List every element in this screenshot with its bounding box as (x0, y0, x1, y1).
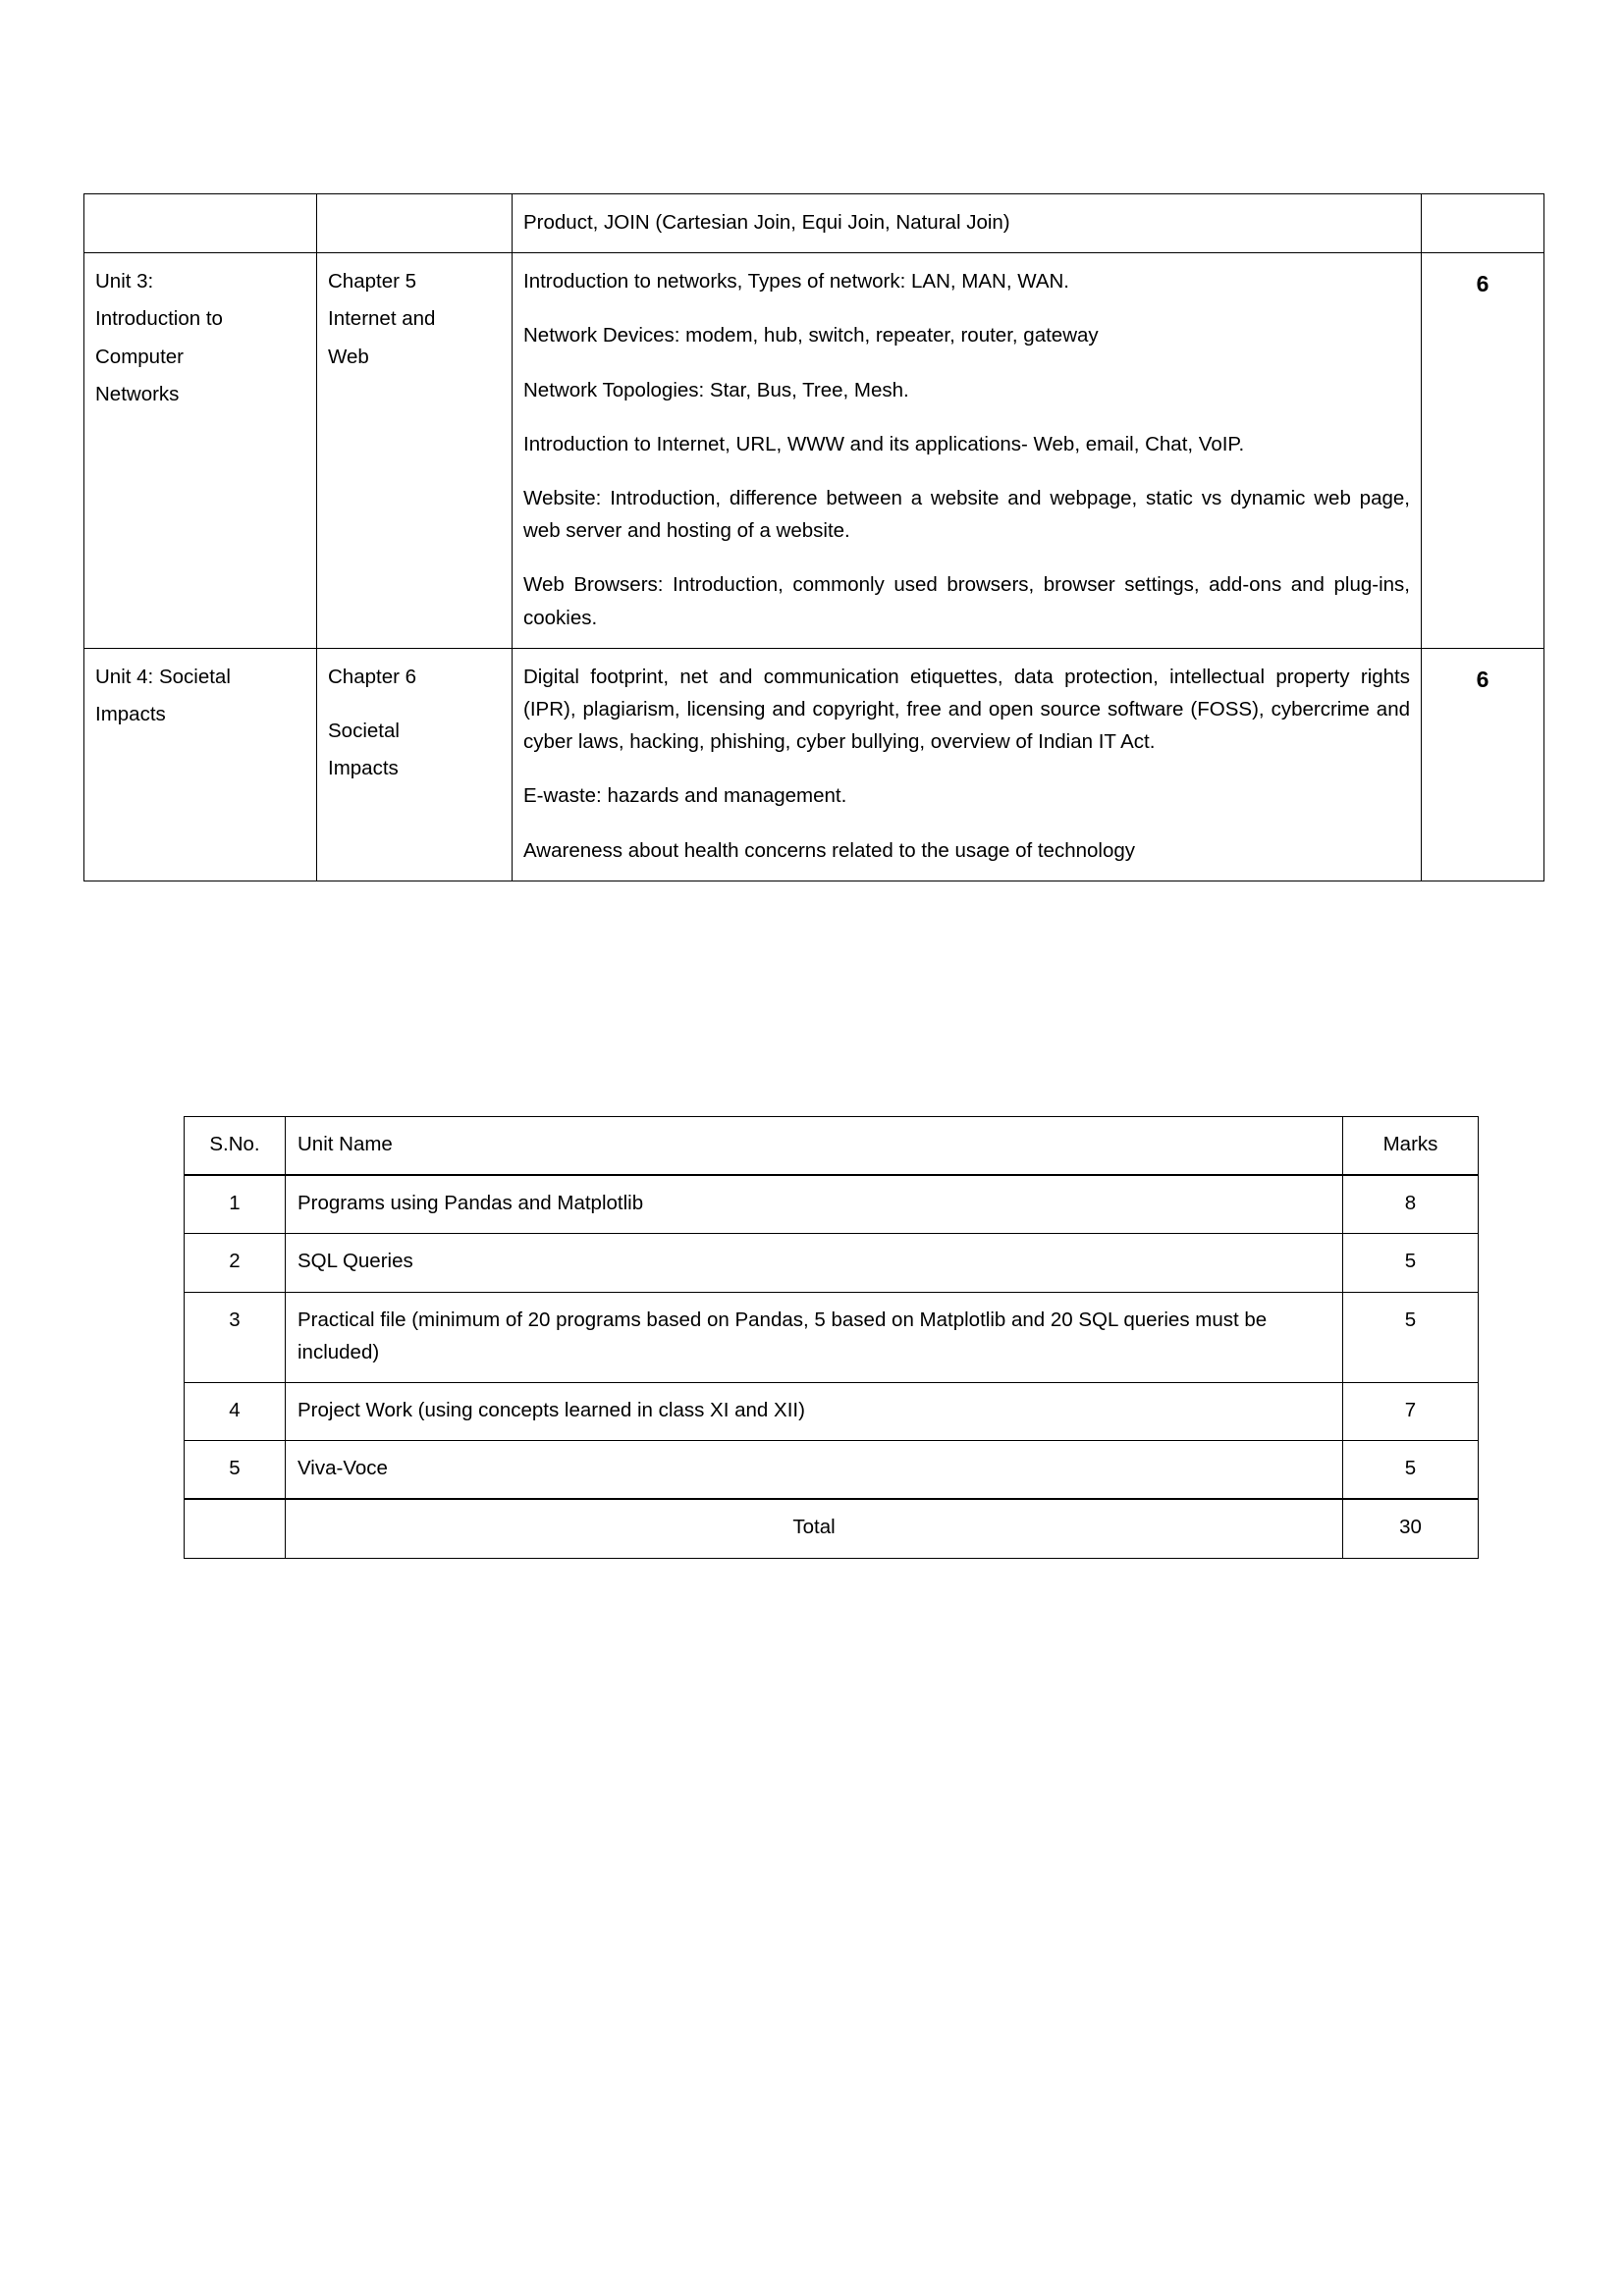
table-row (185, 1234, 1479, 1292)
unit-label-line: Impacts (95, 703, 166, 726)
topics-cell-unit4 (513, 648, 1422, 881)
chapter-cell-chapter5 (317, 253, 513, 649)
cell-marks: 5 (1343, 1234, 1479, 1292)
unit-cell-unit4 (84, 648, 317, 881)
topic-text: Web Browsers: Introduction, commonly used browsers, browser settings, add-ons and plug-ins, cookies. (523, 573, 1410, 629)
chapter-label-line: Impacts (328, 757, 399, 780)
table-row (185, 1292, 1479, 1382)
cell-marks: 7 (1343, 1383, 1479, 1441)
unit-label-line: Computer (95, 345, 185, 368)
topic-text: Awareness about health concerns related to the usage of technology (523, 838, 1136, 862)
marks-cell-unit4: 6 (1422, 648, 1544, 881)
column-header-unit-name: Unit Name (286, 1117, 1343, 1176)
table-row (84, 253, 1544, 649)
unit-label-line: Networks (95, 382, 180, 405)
topic-text: Introduction to Internet, URL, WWW and its applications- Web, email, Chat, VoIP. (523, 432, 1245, 455)
topic-text: Website: Introduction, difference between a website and webpage, static vs dynamic web page, web server and hosting of a website. (523, 487, 1410, 543)
cell-sno: 5 (185, 1441, 286, 1500)
chapter-label-line: Chapter 5 (328, 270, 417, 294)
chapter-label-line: Internet and (328, 307, 436, 331)
cell-sno: 3 (185, 1292, 286, 1382)
table-row (185, 1441, 1479, 1500)
table-row (185, 1175, 1479, 1234)
syllabus-units-table (83, 193, 1544, 881)
cell-marks: 8 (1343, 1175, 1479, 1234)
cell-sno-empty (185, 1499, 286, 1558)
total-label: Total (286, 1499, 1343, 1558)
cell-unit-name: Project Work (using concepts learned in class XI and XII) (286, 1383, 1343, 1441)
cell-marks: 5 (1343, 1292, 1479, 1382)
topics-cell-unit3 (513, 253, 1422, 649)
table-row (84, 648, 1544, 881)
unit-label-line: Unit 3: (95, 270, 154, 294)
cell-marks: 5 (1343, 1441, 1479, 1500)
chapter-label-line: Societal (328, 720, 400, 743)
topic-text: Digital footprint, net and communication etiquettes, data protection, intellectual property rights (IPR), plagiarism, licensing and copyright, free and open source software (FOSS), cybercrime and cyber laws, hacking, phishing, cyber bullying, overview of Indian IT Act. (523, 665, 1410, 754)
topic-text: Network Topologies: Star, Bus, Tree, Mesh. (523, 378, 909, 401)
practical-marks-table (184, 1116, 1479, 1559)
chapter-cell (317, 194, 513, 253)
cell-sno: 2 (185, 1234, 286, 1292)
topic-text: E-waste: hazards and management. (523, 784, 847, 808)
chapter-label-line: Chapter 6 (328, 665, 417, 688)
topic-text: Product, JOIN (Cartesian Join, Equi Join, Natural Join) (523, 211, 1010, 234)
chapter-cell-chapter6 (317, 648, 513, 881)
topic-text: Network Devices: modem, hub, switch, repeater, router, gateway (523, 324, 1099, 347)
topics-cell (513, 194, 1422, 253)
table-total-row (185, 1499, 1479, 1558)
chapter-label-line: Web (328, 345, 369, 368)
unit-label-line: Introduction to (95, 307, 223, 331)
unit-cell-unit3 (84, 253, 317, 649)
table-row (84, 194, 1544, 253)
column-header-marks: Marks (1343, 1117, 1479, 1176)
cell-sno: 1 (185, 1175, 286, 1234)
cell-unit-name: Practical file (minimum of 20 programs based on Pandas, 5 based on Matplotlib and 20 SQL queries must be included) (286, 1292, 1343, 1382)
unit-cell (84, 194, 317, 253)
marks-cell-unit3: 6 (1422, 253, 1544, 649)
cell-sno: 4 (185, 1383, 286, 1441)
unit-label-line: Unit 4: Societal (95, 665, 231, 688)
table-header-row (185, 1117, 1479, 1176)
marks-cell (1422, 194, 1544, 253)
cell-unit-name: Viva-Voce (286, 1441, 1343, 1500)
column-header-sno: S.No. (185, 1117, 286, 1176)
spacer (95, 206, 305, 232)
cell-unit-name: SQL Queries (286, 1234, 1343, 1292)
topic-text: Introduction to networks, Types of network: LAN, MAN, WAN. (523, 270, 1069, 294)
table-row (185, 1383, 1479, 1441)
total-marks: 30 (1343, 1499, 1479, 1558)
cell-unit-name: Programs using Pandas and Matplotlib (286, 1175, 1343, 1234)
